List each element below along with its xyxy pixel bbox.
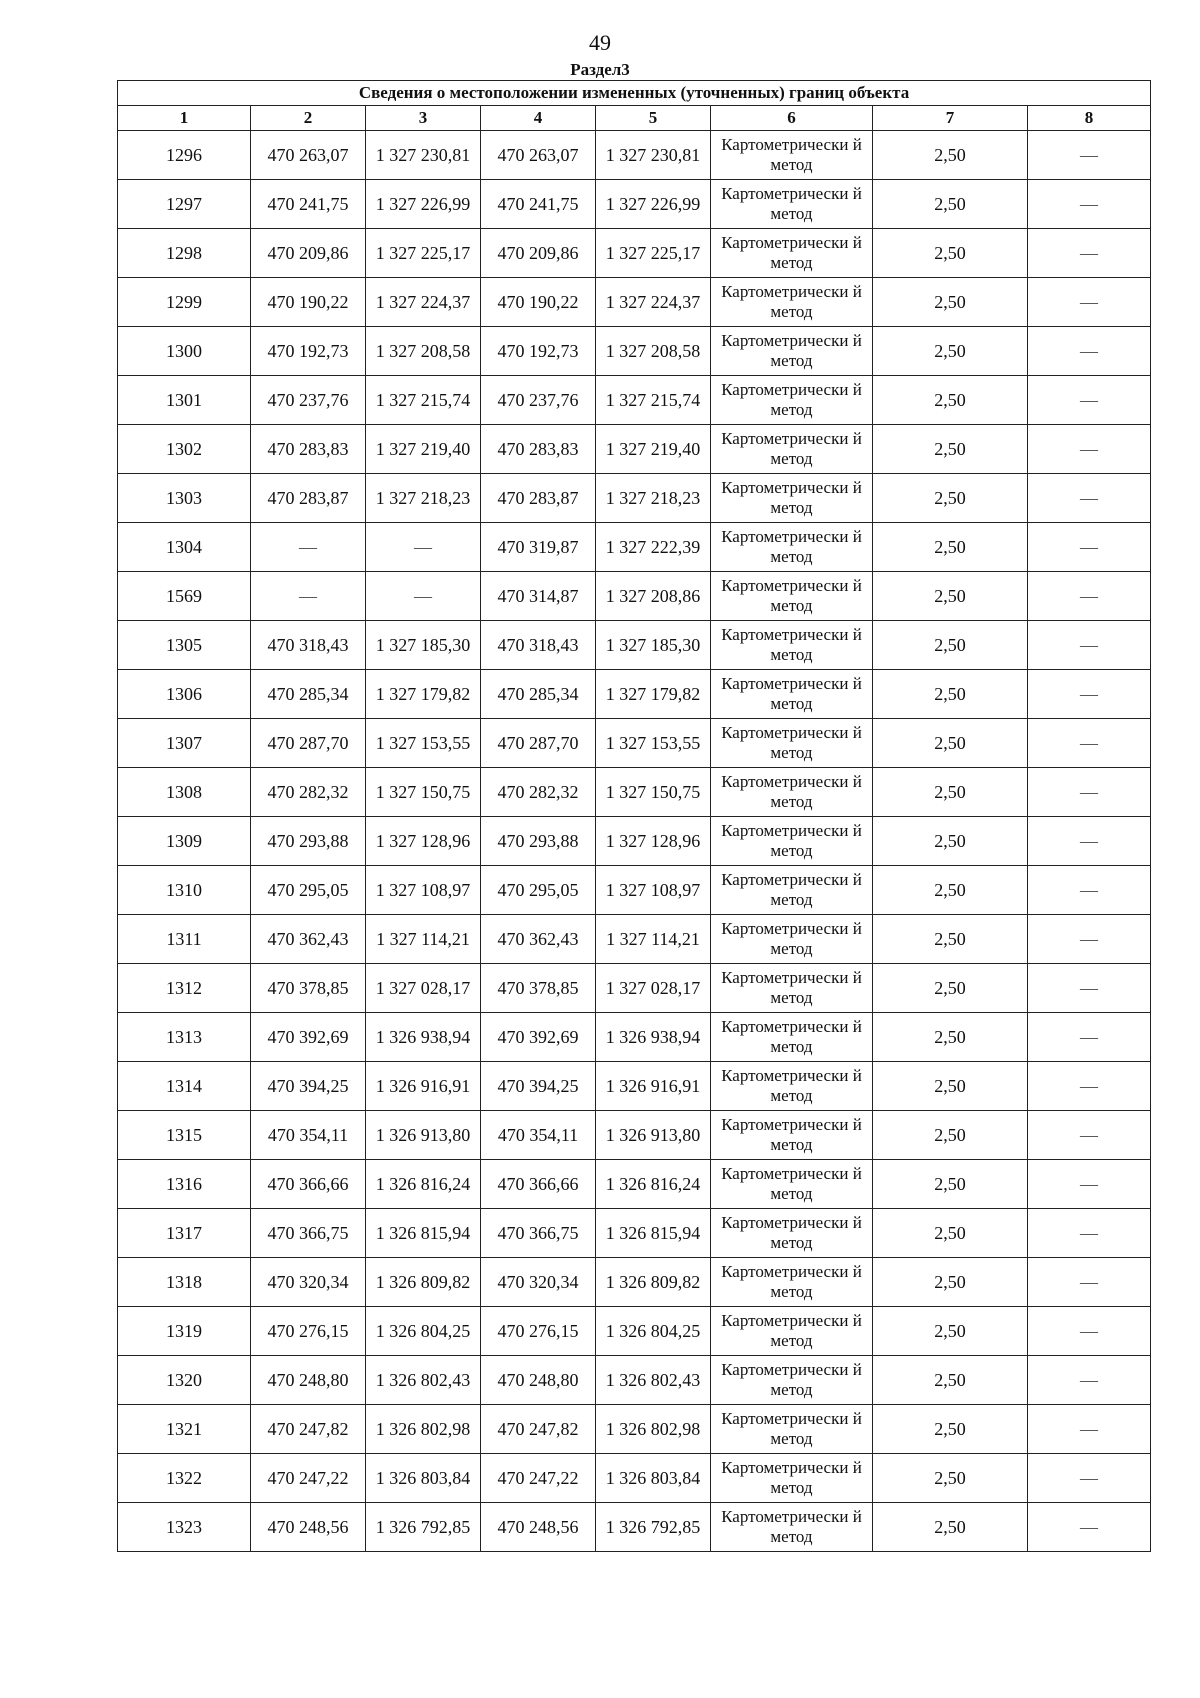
table-cell: 470 192,73 <box>251 327 366 376</box>
table-cell: 1317 <box>118 1209 251 1258</box>
table-cell: 1313 <box>118 1013 251 1062</box>
table-cell: 470 209,86 <box>251 229 366 278</box>
table-cell: 1 326 815,94 <box>366 1209 481 1258</box>
table-cell: 1 327 225,17 <box>366 229 481 278</box>
table-cell: 470 192,73 <box>481 327 596 376</box>
table-cell: 1320 <box>118 1356 251 1405</box>
table-row <box>118 1503 1151 1552</box>
table-cell: Картометрически й метод <box>711 1356 873 1405</box>
table-cell: 1308 <box>118 768 251 817</box>
table-cell: 470 283,83 <box>251 425 366 474</box>
table-cell: — <box>1028 1503 1151 1552</box>
table-cell: 2,50 <box>873 327 1028 376</box>
table-cell: 2,50 <box>873 1454 1028 1503</box>
table-cell: 1 327 224,37 <box>596 278 711 327</box>
table-cell: Картометрически й метод <box>711 817 873 866</box>
column-header: 8 <box>1028 106 1151 131</box>
table-cell: 1 327 226,99 <box>596 180 711 229</box>
table-cell: 1 327 208,58 <box>366 327 481 376</box>
table-cell: — <box>1028 376 1151 425</box>
table-cell: 1301 <box>118 376 251 425</box>
table-cell: 1 326 792,85 <box>366 1503 481 1552</box>
table-cell: 470 263,07 <box>251 131 366 180</box>
table-cell: 2,50 <box>873 131 1028 180</box>
table-cell: 470 293,88 <box>481 817 596 866</box>
table-row <box>118 131 1151 180</box>
column-header: 6 <box>711 106 873 131</box>
table-cell: Картометрически й метод <box>711 229 873 278</box>
coordinates-table-container <box>117 80 1150 1552</box>
table-cell: 470 276,15 <box>251 1307 366 1356</box>
table-cell: 1 326 938,94 <box>366 1013 481 1062</box>
table-cell: 1 326 816,24 <box>366 1160 481 1209</box>
table-cell: 470 282,32 <box>481 768 596 817</box>
table-cell: 1318 <box>118 1258 251 1307</box>
table-body <box>118 131 1151 1552</box>
table-cell: 1 327 219,40 <box>366 425 481 474</box>
table-cell: Картометрически й метод <box>711 768 873 817</box>
table-cell: 1310 <box>118 866 251 915</box>
table-cell: 1 327 108,97 <box>596 866 711 915</box>
table-cell: 1 326 809,82 <box>366 1258 481 1307</box>
table-cell: — <box>1028 180 1151 229</box>
table-cell: 1 327 225,17 <box>596 229 711 278</box>
table-cell: 1 327 150,75 <box>366 768 481 817</box>
table-cell: — <box>366 572 481 621</box>
table-row <box>118 229 1151 278</box>
table-cell: 470 392,69 <box>481 1013 596 1062</box>
table-cell: 470 237,76 <box>251 376 366 425</box>
table-cell: Картометрически й метод <box>711 278 873 327</box>
table-cell: — <box>1028 866 1151 915</box>
table-cell: 2,50 <box>873 1258 1028 1307</box>
table-cell: Картометрически й метод <box>711 670 873 719</box>
table-cell: 470 366,75 <box>251 1209 366 1258</box>
table-row <box>118 1013 1151 1062</box>
table-cell: Картометрически й метод <box>711 1454 873 1503</box>
table-cell: — <box>1028 1013 1151 1062</box>
table-cell: — <box>1028 425 1151 474</box>
table-cell: 1299 <box>118 278 251 327</box>
table-cell: 1 326 804,25 <box>596 1307 711 1356</box>
table-cell: 2,50 <box>873 964 1028 1013</box>
table-cell: 2,50 <box>873 1062 1028 1111</box>
table-row <box>118 1111 1151 1160</box>
table-cell: 1 326 802,98 <box>366 1405 481 1454</box>
table-cell: 2,50 <box>873 1013 1028 1062</box>
table-cell: 1 326 913,80 <box>366 1111 481 1160</box>
table-cell: 1 326 816,24 <box>596 1160 711 1209</box>
table-row <box>118 1209 1151 1258</box>
table-cell: 2,50 <box>873 1111 1028 1160</box>
table-cell: 1 327 230,81 <box>366 131 481 180</box>
table-cell: 2,50 <box>873 1307 1028 1356</box>
table-cell: 1319 <box>118 1307 251 1356</box>
table-cell: 470 283,87 <box>481 474 596 523</box>
section-title: Раздел3 <box>570 60 630 79</box>
table-cell: 470 366,66 <box>251 1160 366 1209</box>
coordinates-table <box>117 80 1151 1552</box>
table-cell: 470 295,05 <box>251 866 366 915</box>
table-cell: 1 327 224,37 <box>366 278 481 327</box>
table-cell: — <box>1028 768 1151 817</box>
table-cell: 1322 <box>118 1454 251 1503</box>
table-cell: — <box>1028 229 1151 278</box>
table-cell: Картометрически й метод <box>711 1307 873 1356</box>
table-cell: — <box>1028 474 1151 523</box>
table-cell: 2,50 <box>873 474 1028 523</box>
table-cell: 1 327 153,55 <box>366 719 481 768</box>
table-cell: 2,50 <box>873 621 1028 670</box>
table-cell: 1 327 108,97 <box>366 866 481 915</box>
table-cell: — <box>1028 131 1151 180</box>
table-cell: — <box>1028 1111 1151 1160</box>
table-cell: Картометрически й метод <box>711 1258 873 1307</box>
table-cell: Картометрически й метод <box>711 572 873 621</box>
table-cell: 1 326 803,84 <box>596 1454 711 1503</box>
table-row <box>118 327 1151 376</box>
table-cell: Картометрически й метод <box>711 1062 873 1111</box>
table-cell: 2,50 <box>873 768 1028 817</box>
table-cell: 470 354,11 <box>251 1111 366 1160</box>
table-cell: 1321 <box>118 1405 251 1454</box>
column-header: 7 <box>873 106 1028 131</box>
table-cell: 470 394,25 <box>481 1062 596 1111</box>
table-cell: 2,50 <box>873 376 1028 425</box>
table-cell: Картометрически й метод <box>711 915 873 964</box>
table-cell: 470 276,15 <box>481 1307 596 1356</box>
table-cell: — <box>251 572 366 621</box>
table-cell: 470 319,87 <box>481 523 596 572</box>
table-cell: 2,50 <box>873 523 1028 572</box>
table-cell: 1 326 913,80 <box>596 1111 711 1160</box>
table-cell: 470 282,32 <box>251 768 366 817</box>
column-header: 1 <box>118 106 251 131</box>
table-row <box>118 1405 1151 1454</box>
table-cell: Картометрически й метод <box>711 964 873 1013</box>
table-cell: 1311 <box>118 915 251 964</box>
table-cell: 1 327 128,96 <box>366 817 481 866</box>
table-cell: Картометрически й метод <box>711 425 873 474</box>
table-cell: 1 326 803,84 <box>366 1454 481 1503</box>
column-number-row <box>118 106 1151 131</box>
table-cell: 1 327 230,81 <box>596 131 711 180</box>
table-cell: 2,50 <box>873 278 1028 327</box>
table-cell: Картометрически й метод <box>711 327 873 376</box>
table-cell: 2,50 <box>873 1503 1028 1552</box>
table-cell: 2,50 <box>873 866 1028 915</box>
table-cell: 470 293,88 <box>251 817 366 866</box>
table-cell: 470 366,75 <box>481 1209 596 1258</box>
table-cell: 1304 <box>118 523 251 572</box>
table-cell: 470 318,43 <box>481 621 596 670</box>
table-cell: 1309 <box>118 817 251 866</box>
table-caption-row <box>118 81 1151 106</box>
table-cell: 1 327 114,21 <box>366 915 481 964</box>
table-cell: 1303 <box>118 474 251 523</box>
table-row <box>118 621 1151 670</box>
table-row <box>118 1062 1151 1111</box>
table-cell: 470 241,75 <box>251 180 366 229</box>
table-row <box>118 670 1151 719</box>
table-cell: — <box>1028 817 1151 866</box>
table-cell: 1 327 219,40 <box>596 425 711 474</box>
table-cell: 470 209,86 <box>481 229 596 278</box>
table-cell: — <box>1028 1307 1151 1356</box>
column-header: 3 <box>366 106 481 131</box>
table-cell: 1296 <box>118 131 251 180</box>
table-cell: Картометрически й метод <box>711 1013 873 1062</box>
column-header: 2 <box>251 106 366 131</box>
table-cell: — <box>1028 1062 1151 1111</box>
table-cell: 1305 <box>118 621 251 670</box>
table-cell: 1 326 802,98 <box>596 1405 711 1454</box>
table-cell: 1312 <box>118 964 251 1013</box>
table-cell: 1 327 218,23 <box>596 474 711 523</box>
table-cell: — <box>1028 621 1151 670</box>
table-cell: 1 326 802,43 <box>596 1356 711 1405</box>
table-row <box>118 425 1151 474</box>
table-cell: 470 263,07 <box>481 131 596 180</box>
table-cell: Картометрически й метод <box>711 1503 873 1552</box>
table-cell: 1569 <box>118 572 251 621</box>
table-cell: 2,50 <box>873 229 1028 278</box>
table-cell: 470 287,70 <box>251 719 366 768</box>
table-caption: Сведения о местоположении измененных (уточненных) границ объекта <box>118 81 1151 106</box>
table-cell: 470 362,43 <box>251 915 366 964</box>
table-cell: 1 327 185,30 <box>596 621 711 670</box>
table-cell: 1307 <box>118 719 251 768</box>
table-cell: 470 248,80 <box>251 1356 366 1405</box>
table-cell: 470 283,83 <box>481 425 596 474</box>
table-cell: — <box>1028 915 1151 964</box>
table-cell: 470 285,34 <box>481 670 596 719</box>
table-cell: 1 326 809,82 <box>596 1258 711 1307</box>
table-row <box>118 572 1151 621</box>
table-row <box>118 866 1151 915</box>
table-cell: Картометрически й метод <box>711 376 873 425</box>
table-cell: Картометрически й метод <box>711 1160 873 1209</box>
table-cell: 470 241,75 <box>481 180 596 229</box>
table-cell: 1 326 802,43 <box>366 1356 481 1405</box>
table-cell: 470 248,56 <box>251 1503 366 1552</box>
table-cell: — <box>1028 1209 1151 1258</box>
table-cell: 1 327 179,82 <box>596 670 711 719</box>
table-cell: 470 320,34 <box>481 1258 596 1307</box>
table-cell: 470 247,22 <box>481 1454 596 1503</box>
table-cell: 1 327 114,21 <box>596 915 711 964</box>
column-header: 5 <box>596 106 711 131</box>
table-cell: Картометрически й метод <box>711 1111 873 1160</box>
table-cell: — <box>1028 719 1151 768</box>
table-cell: 1 327 028,17 <box>366 964 481 1013</box>
table-row <box>118 1258 1151 1307</box>
table-row <box>118 719 1151 768</box>
table-cell: 470 378,85 <box>251 964 366 1013</box>
table-cell: 470 285,34 <box>251 670 366 719</box>
table-row <box>118 1160 1151 1209</box>
table-cell: — <box>1028 278 1151 327</box>
table-cell: 1300 <box>118 327 251 376</box>
table-cell: 1 327 128,96 <box>596 817 711 866</box>
table-row <box>118 376 1151 425</box>
table-cell: 470 237,76 <box>481 376 596 425</box>
table-cell: — <box>1028 1258 1151 1307</box>
table-cell: 1 327 028,17 <box>596 964 711 1013</box>
table-cell: — <box>1028 670 1151 719</box>
table-row <box>118 1307 1151 1356</box>
table-row <box>118 817 1151 866</box>
table-cell: 1 326 815,94 <box>596 1209 711 1258</box>
table-row <box>118 278 1151 327</box>
table-cell: Картометрически й метод <box>711 523 873 572</box>
table-cell: 1297 <box>118 180 251 229</box>
table-cell: 1302 <box>118 425 251 474</box>
table-cell: — <box>1028 327 1151 376</box>
table-cell: — <box>1028 523 1151 572</box>
table-row <box>118 1356 1151 1405</box>
table-cell: Картометрически й метод <box>711 1209 873 1258</box>
table-cell: 470 287,70 <box>481 719 596 768</box>
table-cell: 470 318,43 <box>251 621 366 670</box>
table-cell: 1 327 185,30 <box>366 621 481 670</box>
column-header: 4 <box>481 106 596 131</box>
table-cell: — <box>251 523 366 572</box>
table-cell: 470 247,82 <box>481 1405 596 1454</box>
table-cell: 1316 <box>118 1160 251 1209</box>
table-row <box>118 1454 1151 1503</box>
table-cell: 1 326 916,91 <box>596 1062 711 1111</box>
table-row <box>118 474 1151 523</box>
table-cell: — <box>1028 1160 1151 1209</box>
table-cell: — <box>1028 1405 1151 1454</box>
table-row <box>118 523 1151 572</box>
table-cell: 1 327 215,74 <box>366 376 481 425</box>
table-cell: 2,50 <box>873 180 1028 229</box>
table-row <box>118 915 1151 964</box>
table-cell: — <box>1028 964 1151 1013</box>
table-cell: 2,50 <box>873 1160 1028 1209</box>
table-cell: 1 327 208,86 <box>596 572 711 621</box>
table-cell: — <box>1028 572 1151 621</box>
table-cell: 1314 <box>118 1062 251 1111</box>
table-cell: Картометрически й метод <box>711 1405 873 1454</box>
table-cell: 1315 <box>118 1111 251 1160</box>
table-cell: 1 327 150,75 <box>596 768 711 817</box>
table-cell: — <box>1028 1454 1151 1503</box>
table-cell: 1 327 179,82 <box>366 670 481 719</box>
table-cell: Картометрически й метод <box>711 474 873 523</box>
table-cell: 1 327 153,55 <box>596 719 711 768</box>
page-number: 49 <box>589 30 611 55</box>
table-cell: 1 326 804,25 <box>366 1307 481 1356</box>
table-cell: 2,50 <box>873 670 1028 719</box>
table-row <box>118 180 1151 229</box>
table-cell: 1 327 218,23 <box>366 474 481 523</box>
table-cell: 470 295,05 <box>481 866 596 915</box>
table-cell: 470 366,66 <box>481 1160 596 1209</box>
table-cell: 1298 <box>118 229 251 278</box>
table-cell: 1306 <box>118 670 251 719</box>
table-cell: Картометрически й метод <box>711 866 873 915</box>
table-cell: 2,50 <box>873 425 1028 474</box>
table-cell: 470 320,34 <box>251 1258 366 1307</box>
table-cell: 470 247,22 <box>251 1454 366 1503</box>
table-cell: 2,50 <box>873 915 1028 964</box>
table-cell: 470 248,56 <box>481 1503 596 1552</box>
table-cell: 470 392,69 <box>251 1013 366 1062</box>
table-cell: 470 378,85 <box>481 964 596 1013</box>
table-cell: 1 327 208,58 <box>596 327 711 376</box>
table-cell: 470 247,82 <box>251 1405 366 1454</box>
table-cell: 1 326 916,91 <box>366 1062 481 1111</box>
table-cell: 470 190,22 <box>251 278 366 327</box>
table-cell: Картометрически й метод <box>711 131 873 180</box>
table-cell: 470 248,80 <box>481 1356 596 1405</box>
table-cell: Картометрически й метод <box>711 719 873 768</box>
table-cell: 1 327 226,99 <box>366 180 481 229</box>
table-row <box>118 768 1151 817</box>
table-cell: 470 190,22 <box>481 278 596 327</box>
table-cell: Картометрически й метод <box>711 180 873 229</box>
table-cell: 1 326 792,85 <box>596 1503 711 1552</box>
table-cell: 1 327 215,74 <box>596 376 711 425</box>
table-cell: 2,50 <box>873 1356 1028 1405</box>
table-cell: 2,50 <box>873 572 1028 621</box>
table-cell: 470 283,87 <box>251 474 366 523</box>
table-cell: Картометрически й метод <box>711 621 873 670</box>
table-row <box>118 964 1151 1013</box>
table-cell: 470 314,87 <box>481 572 596 621</box>
table-cell: — <box>366 523 481 572</box>
table-cell: 470 362,43 <box>481 915 596 964</box>
table-cell: 2,50 <box>873 719 1028 768</box>
table-cell: 1 326 938,94 <box>596 1013 711 1062</box>
table-cell: 2,50 <box>873 1209 1028 1258</box>
table-cell: — <box>1028 1356 1151 1405</box>
table-cell: 470 394,25 <box>251 1062 366 1111</box>
table-cell: 1323 <box>118 1503 251 1552</box>
table-cell: 2,50 <box>873 817 1028 866</box>
table-cell: 2,50 <box>873 1405 1028 1454</box>
table-cell: 470 354,11 <box>481 1111 596 1160</box>
table-cell: 1 327 222,39 <box>596 523 711 572</box>
